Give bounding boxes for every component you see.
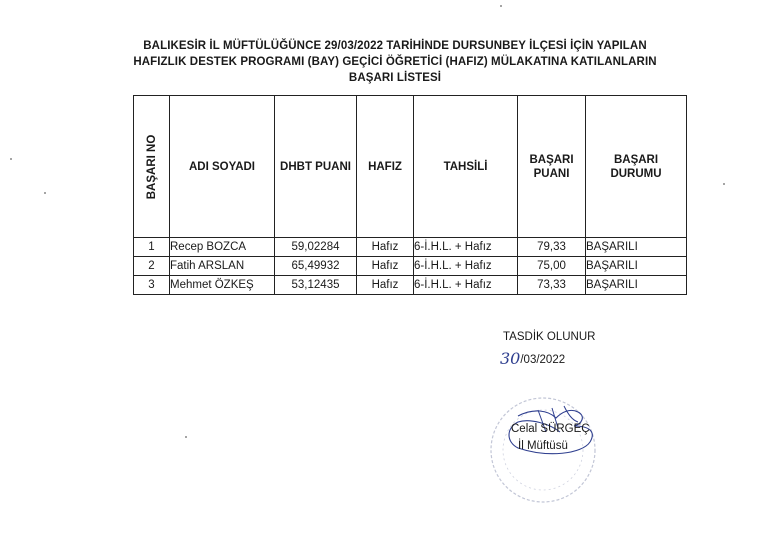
header-basari-durumu bbox=[586, 96, 687, 238]
cell-dhbt: 65,49932 bbox=[275, 257, 357, 276]
approval-date bbox=[500, 348, 565, 367]
header-dhbt-puani: DHBT PUANI bbox=[275, 96, 357, 238]
cell-tahsil: 6-İ.H.L. + Hafız bbox=[414, 238, 518, 257]
signer-title: İl Müftüsü bbox=[518, 440, 568, 452]
cell-durum: BAŞARILI bbox=[586, 276, 687, 295]
cell-no: 2 bbox=[134, 257, 170, 276]
header-adi-soyadi: ADI SOYADI bbox=[170, 96, 275, 238]
header-basari-puani-line2: PUANI bbox=[533, 167, 570, 180]
cell-hafiz: Hafız bbox=[357, 257, 414, 276]
signer-name: Celal SÜRGEÇ bbox=[511, 423, 590, 435]
cell-tahsil: 6-İ.H.L. + Hafız bbox=[414, 257, 518, 276]
cell-durum: BAŞARILI bbox=[586, 257, 687, 276]
header-tahsili: TAHSİLİ bbox=[414, 96, 518, 238]
scan-speck bbox=[500, 5, 502, 7]
title-line-1: BALIKESİR İL MÜFTÜLÜĞÜNCE 29/03/2022 TARİHİNDE DURSUNBEY İLÇESİ İÇİN YAPILAN bbox=[143, 40, 647, 52]
table-row bbox=[134, 257, 687, 276]
approval-date-day-handwritten: 30 bbox=[500, 349, 521, 368]
header-basari-puani-line1: BAŞARI bbox=[529, 153, 574, 166]
scan-speck bbox=[10, 158, 12, 160]
header-hafiz: HAFIZ bbox=[357, 96, 414, 238]
cell-dhbt: 53,12435 bbox=[275, 276, 357, 295]
scan-speck bbox=[44, 192, 46, 194]
cell-name: Recep BOZCA bbox=[170, 238, 275, 257]
cell-durum: BAŞARILI bbox=[586, 238, 687, 257]
header-basari-durumu-line2: DURUMU bbox=[610, 167, 662, 180]
approval-date-rest: /03/2022 bbox=[520, 354, 566, 366]
cell-dhbt: 59,02284 bbox=[275, 238, 357, 257]
cell-no: 1 bbox=[134, 238, 170, 257]
document-title bbox=[95, 38, 695, 86]
scan-speck bbox=[185, 436, 187, 438]
scan-speck bbox=[723, 183, 725, 185]
header-basari-durumu-line1: BAŞARI bbox=[613, 153, 659, 166]
title-line-3: BAŞARI LİSTESİ bbox=[348, 72, 442, 84]
header-basari-no bbox=[134, 96, 170, 238]
table-header-row bbox=[134, 96, 687, 238]
header-basari-puani bbox=[518, 96, 586, 238]
cell-no: 3 bbox=[134, 276, 170, 295]
table-row bbox=[134, 238, 687, 257]
cell-puan: 73,33 bbox=[518, 276, 586, 295]
cell-hafiz: Hafız bbox=[357, 238, 414, 257]
cell-puan: 75,00 bbox=[518, 257, 586, 276]
success-list-table bbox=[133, 95, 687, 295]
cell-name: Fatih ARSLAN bbox=[170, 257, 275, 276]
header-basari-no-label: BAŞARI NO bbox=[145, 134, 158, 199]
table-row bbox=[134, 276, 687, 295]
cell-tahsil: 6-İ.H.L. + Hafız bbox=[414, 276, 518, 295]
cell-name: Mehmet ÖZKEŞ bbox=[170, 276, 275, 295]
approval-label: TASDİK OLUNUR bbox=[503, 331, 596, 343]
cell-hafiz: Hafız bbox=[357, 276, 414, 295]
title-line-2: HAFIZLIK DESTEK PROGRAMI (BAY) GEÇİCİ ÖĞRETİCİ (HAFIZ) MÜLAKATINA KATILANLARIN bbox=[133, 56, 657, 68]
cell-puan: 79,33 bbox=[518, 238, 586, 257]
